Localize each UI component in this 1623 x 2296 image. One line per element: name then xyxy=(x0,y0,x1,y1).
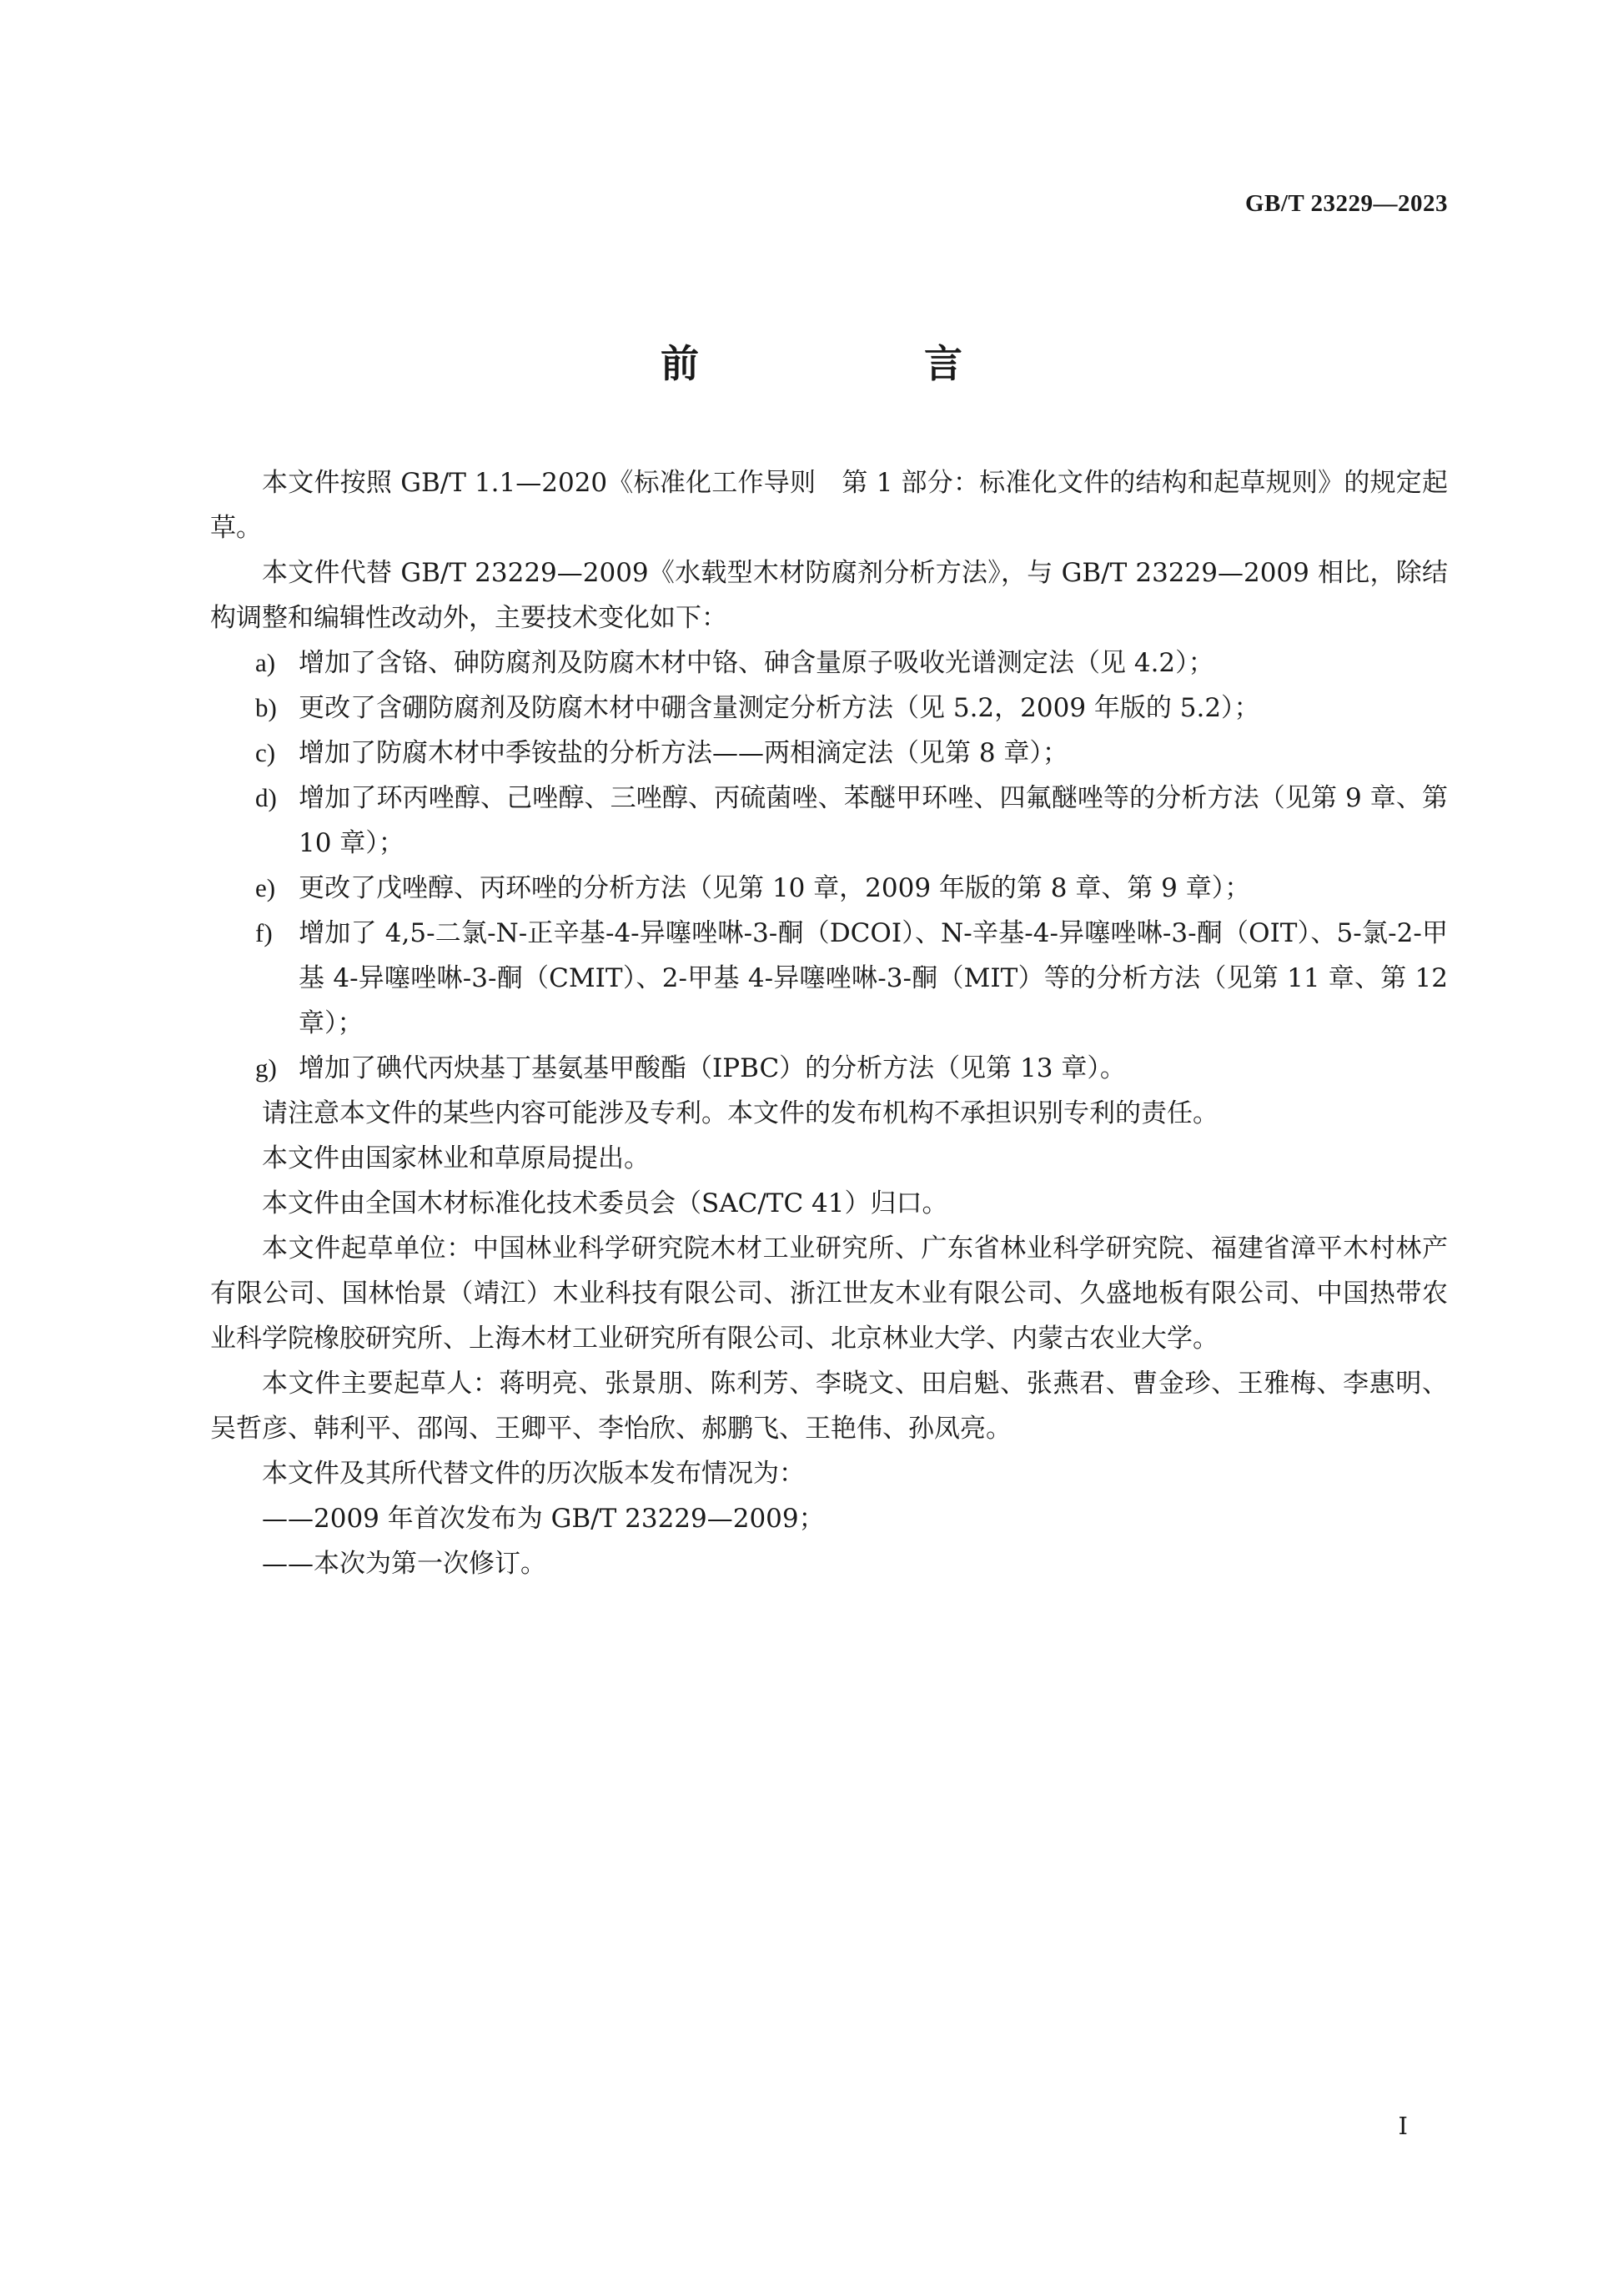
change-item-d xyxy=(210,776,1448,866)
list-marker: a) xyxy=(255,648,276,677)
foreword-body xyxy=(210,460,1448,1586)
list-marker: e) xyxy=(255,873,276,902)
page-number: Ⅰ xyxy=(1398,2113,1408,2140)
change-text: 增加了 4,5-二氯-N-正辛基-4-异噻唑啉-3-酮（DCOI）、N-辛基-4-异噻唑啉-3-酮（OIT）、5-氯-2-甲基 4-异噻唑啉-3-酮（CMIT）、2-甲基 4-异噻唑啉-3-酮（MIT）等的分析方法（见第 11 章、第 12 章）； xyxy=(299,918,1448,1038)
history-item: ——2009 年首次发布为 GB/T 23229—2009； xyxy=(262,1504,825,1534)
change-item-f xyxy=(210,911,1448,1046)
list-marker: d) xyxy=(255,783,277,812)
change-text: 增加了含铬、砷防腐剂及防腐木材中铬、砷含量原子吸收光谱测定法（见 4.2）； xyxy=(299,648,1214,678)
change-text: 增加了碘代丙炔基丁基氨基甲酸酯（IPBC）的分析方法（见第 13 章）。 xyxy=(299,1053,1126,1083)
paragraph-patent-notice: 请注意本文件的某些内容可能涉及专利。本文件的发布机构不承担识别专利的责任。 xyxy=(262,1098,1219,1128)
paragraph-replacement: 本文件代替 GB/T 23229—2009《水载型木材防腐剂分析方法》，与 GB/T 23229—2009 相比，除结构调整和编辑性改动外，主要技术变化如下： xyxy=(210,558,1448,633)
standard-code: GB/T 23229—2023 xyxy=(1244,190,1448,217)
change-item-a xyxy=(210,641,1448,686)
list-marker: c) xyxy=(255,738,276,767)
page-title: 前 言 xyxy=(661,341,1056,386)
change-text: 更改了戊唑醇、丙环唑的分析方法（见第 10 章，2009 年版的第 8 章、第 9 章）； xyxy=(299,873,1251,903)
change-text: 增加了防腐木材中季铵盐的分析方法——两相滴定法（见第 8 章）； xyxy=(299,738,1068,768)
paragraph-drafters: 本文件主要起草人：蒋明亮、张景朋、陈利芳、李晓文、田启魁、张燕君、曹金珍、王雅梅、李惠明、吴哲彦、韩利平、邵闯、王卿平、李怡欣、郝鹏飞、王艳伟、孙凤亮。 xyxy=(210,1369,1448,1444)
change-text: 更改了含硼防腐剂及防腐木材中硼含量测定分析方法（见 5.2，2009 年版的 5.2）； xyxy=(299,693,1260,723)
change-item-c xyxy=(210,731,1448,776)
list-marker: f) xyxy=(255,918,273,947)
history-item: ——本次为第一次修订。 xyxy=(262,1549,546,1579)
list-marker: b) xyxy=(255,693,277,722)
change-item-g xyxy=(210,1046,1448,1091)
change-item-b xyxy=(210,686,1448,731)
paragraph-proposed-by: 本文件由国家林业和草原局提出。 xyxy=(262,1143,650,1173)
paragraph-drafting-rules: 本文件按照 GB/T 1.1—2020《标准化工作导则 第 1 部分：标准化文件的结构和起草规则》的规定起草。 xyxy=(210,468,1448,543)
list-marker: g) xyxy=(255,1053,277,1083)
change-text: 增加了环丙唑醇、己唑醇、三唑醇、丙硫菌唑、苯醚甲环唑、四氟醚唑等的分析方法（见第 9 章、第 10 章）； xyxy=(299,783,1448,858)
change-item-e xyxy=(210,866,1448,911)
paragraph-history-intro: 本文件及其所代替文件的历次版本发布情况为： xyxy=(262,1459,805,1489)
paragraph-drafting-units: 本文件起草单位：中国林业科学研究院木材工业研究所、广东省林业科学研究院、福建省漳平木村林产有限公司、国林怡景（靖江）木业科技有限公司、浙江世友木业有限公司、久盛地板有限公司、中国热带农业科学院橡胶研究所、上海木材工业研究所有限公司、北京林业大学、内蒙古农业大学。 xyxy=(210,1233,1448,1354)
paragraph-centralized-by: 本文件由全国木材标准化技术委员会（SAC/TC 41）归口。 xyxy=(262,1188,948,1218)
